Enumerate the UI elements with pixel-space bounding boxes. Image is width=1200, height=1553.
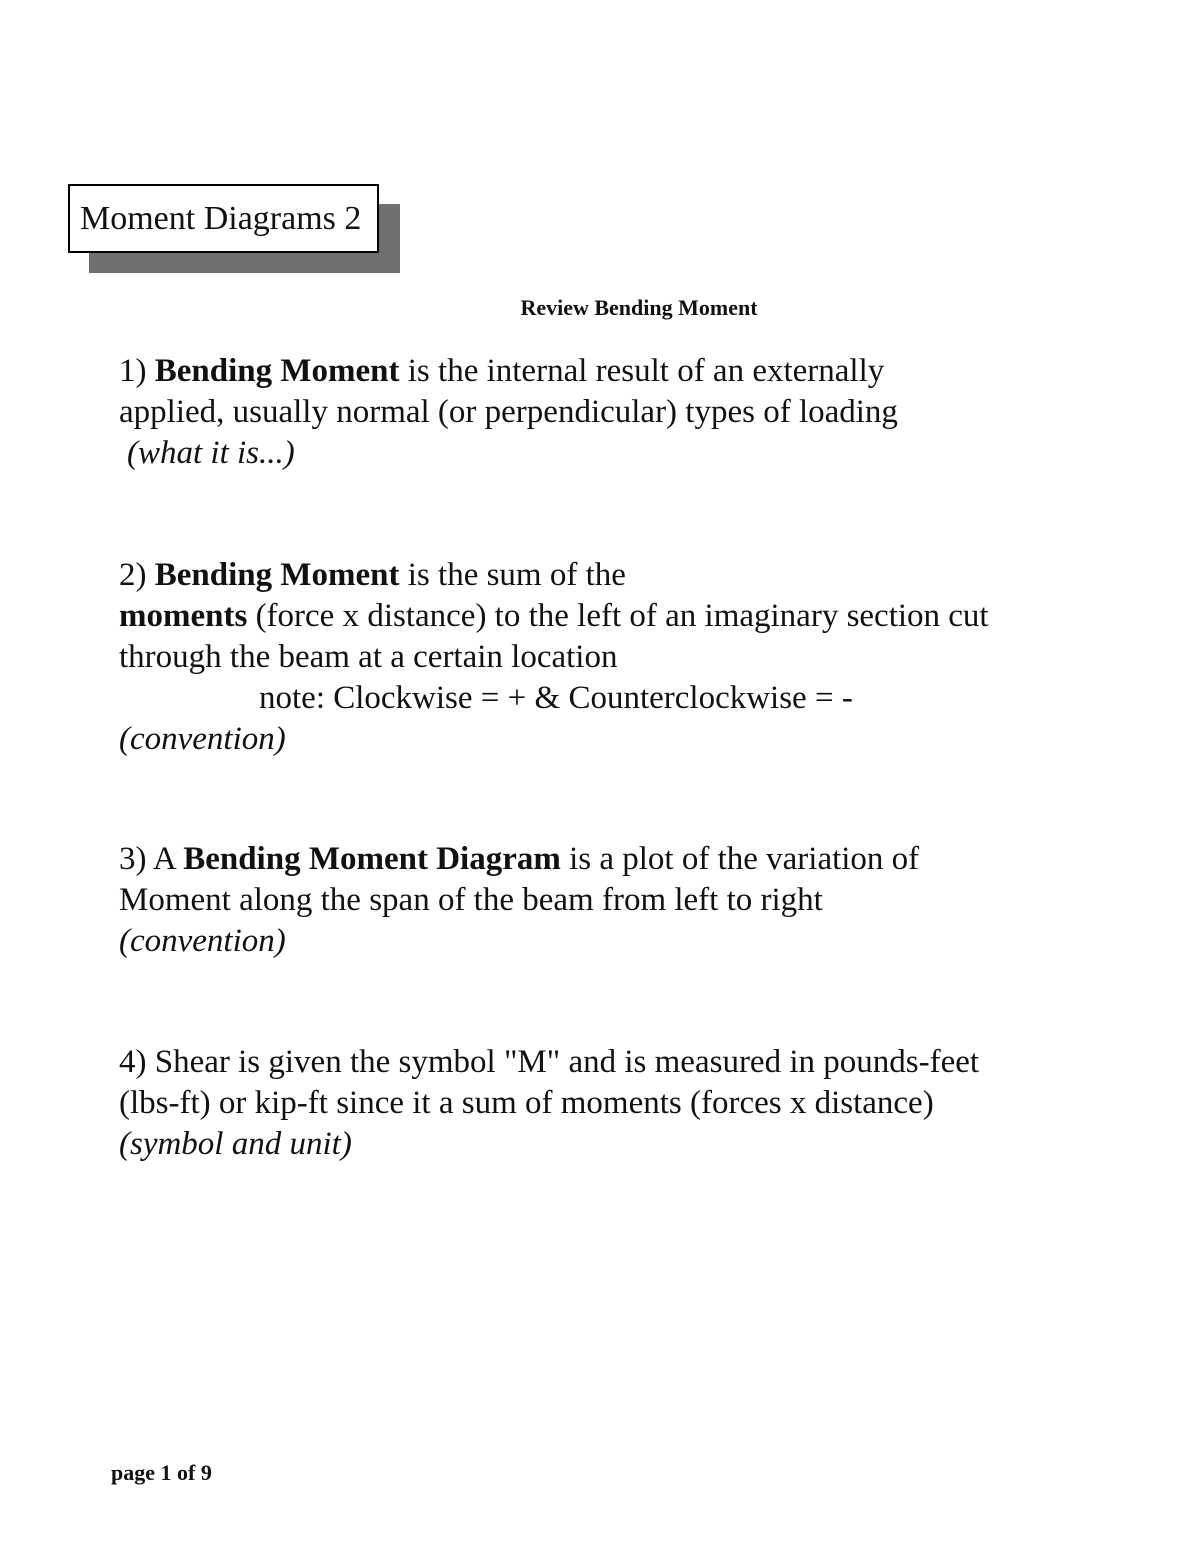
definition-2-number: 2): [119, 557, 147, 593]
document-subtitle: Review Bending Moment: [520, 295, 758, 320]
definition-3-number: 3) A: [119, 841, 175, 877]
definition-1-text: is the internal result of an externally: [399, 353, 885, 389]
definition-1-tag: (what it is...): [127, 435, 295, 471]
definition-3-term: Bending Moment Diagram: [183, 841, 561, 877]
page-number: page 1 of 9: [111, 1460, 212, 1485]
definition-3-line-1: [119, 839, 1119, 880]
definition-3-tag: (convention): [119, 923, 286, 959]
definition-3: [119, 839, 1119, 962]
definition-4-line-2: (lbs-ft) or kip-ft since it a sum of moments (forces x distance): [119, 1085, 934, 1121]
definition-4-line-1: 4) Shear is given the symbol "M" and is measured in pounds-feet: [119, 1044, 980, 1080]
definition-2-text: is the sum of the: [399, 557, 626, 593]
definition-1-number: 1): [119, 353, 147, 389]
definition-2-term: Bending Moment: [154, 557, 400, 593]
definition-2-text-2: (force x distance) to the left of an imaginary section cut: [247, 598, 989, 634]
definition-2-line-3: through the beam at a certain location: [119, 639, 618, 675]
document-title: Moment Diagrams 2: [68, 184, 379, 253]
definition-1-term: Bending Moment: [154, 353, 400, 389]
definition-3-text: is a plot of the variation of: [560, 841, 920, 877]
definition-1-line-2: applied, usually normal (or perpendicular) types of loading: [119, 394, 898, 430]
definition-1-line-1: [119, 351, 1119, 392]
definition-3-line-2: Moment along the span of the beam from left to right: [119, 882, 823, 918]
definition-4: [119, 1042, 1119, 1165]
definition-2-line-2: [119, 596, 1119, 637]
definition-4-tag: (symbol and unit): [119, 1126, 352, 1162]
definition-1: [119, 351, 1119, 474]
definition-2-tag: (convention): [119, 721, 286, 757]
sign-convention-note: note: Clockwise = + & Counterclockwise = -: [259, 680, 853, 716]
definition-2-term-2: moments: [119, 598, 248, 634]
definition-2: [119, 555, 1119, 760]
definition-2-line-1: [119, 555, 1119, 596]
